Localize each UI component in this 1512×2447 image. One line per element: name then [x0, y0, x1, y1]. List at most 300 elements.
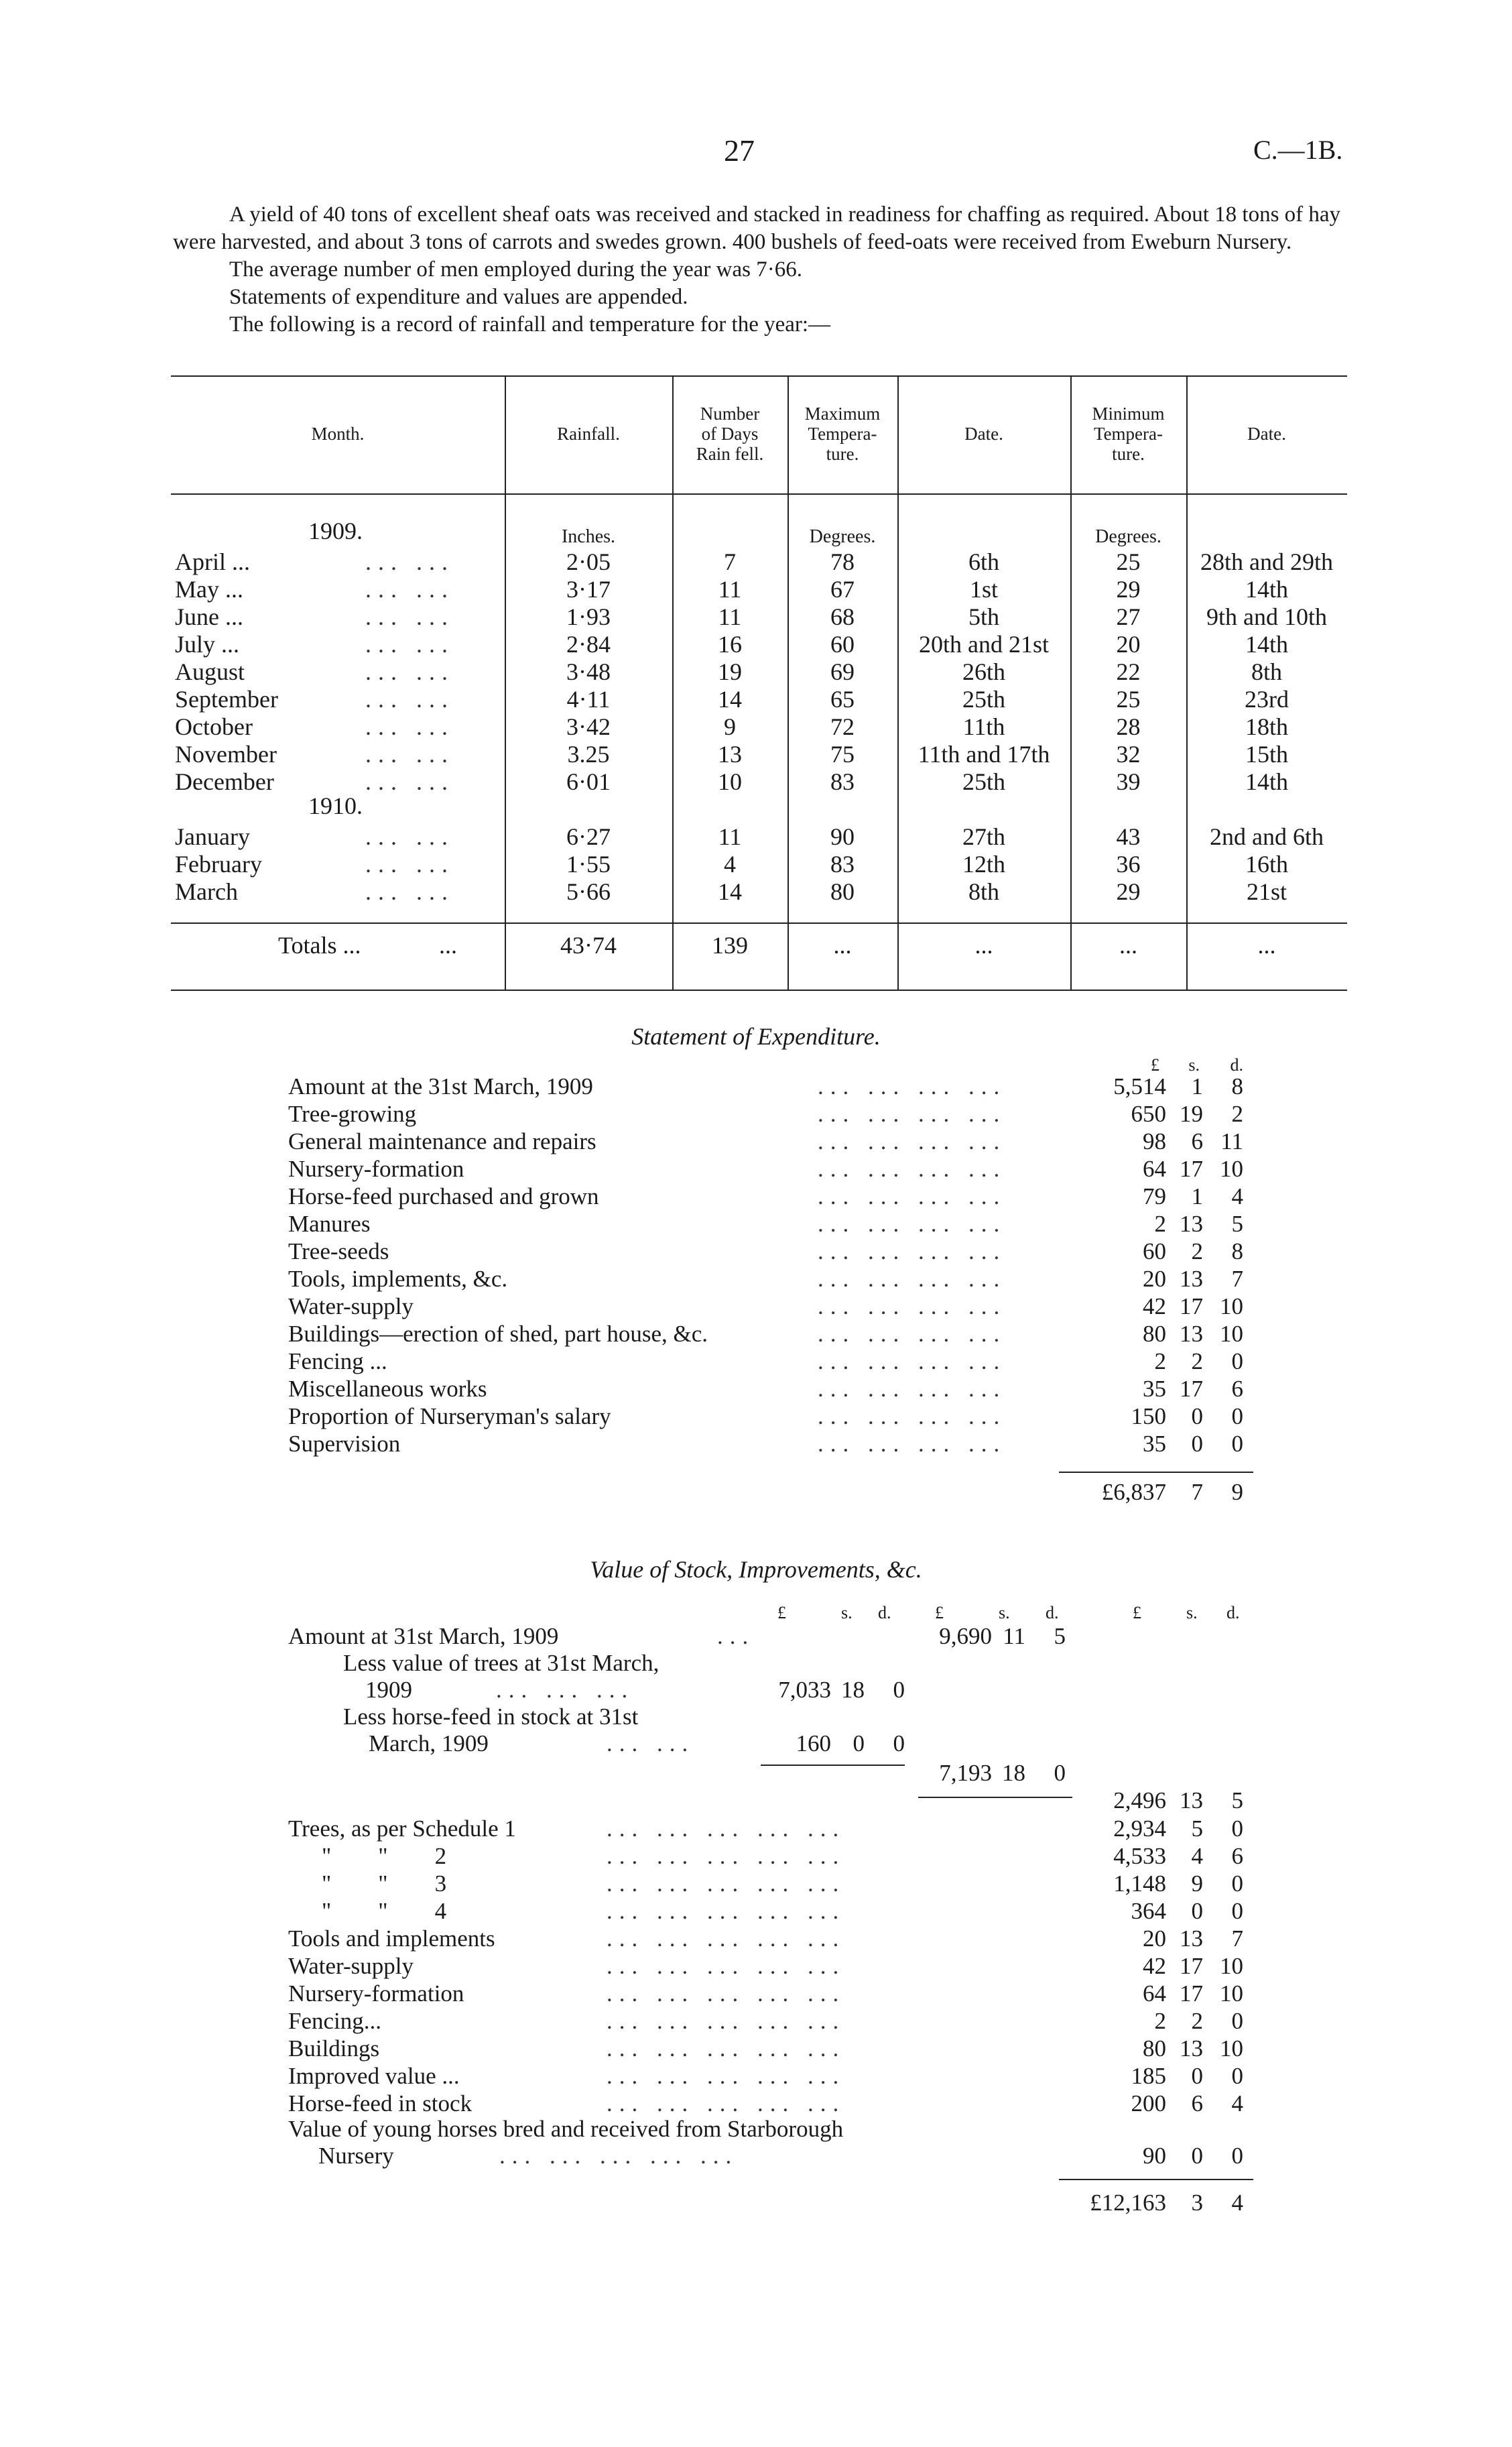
min-temp-cell: 22 [1116, 658, 1141, 685]
month-cell: July ... [175, 631, 240, 658]
expenditure-label: Fencing ... [288, 1348, 387, 1374]
stock-shillings: 2 [1191, 2008, 1203, 2034]
max-temp-cell: 83 [830, 768, 855, 795]
expenditure-pounds: 2 [1154, 1348, 1166, 1374]
stock-pounds: 20 [1143, 1925, 1166, 1952]
stock-pounds: 2,934 [1113, 1815, 1166, 1842]
stock-shillings: 5 [1191, 1815, 1203, 1842]
stock-pounds: 185 [1131, 2063, 1166, 2089]
leader-dots: ... ... [365, 878, 454, 905]
stock-label: Tools and implements [288, 1925, 495, 1952]
leader-dots: ... ... [365, 686, 454, 713]
expenditure-total-pounds: £6,837 [1101, 1479, 1166, 1505]
max-date-cell: 20th and 21st [919, 631, 1049, 658]
stock-total-rule [1059, 2179, 1253, 2180]
expenditure-label: Manures [288, 1211, 371, 1237]
stock-amount-dots: ... [717, 1623, 755, 1649]
less-subtotal-rule [761, 1765, 905, 1766]
stock-pence: 0 [1231, 2063, 1243, 2089]
min-date-cell: 14th [1245, 631, 1288, 658]
min-temp-cell: 25 [1116, 548, 1141, 575]
min-temp-cell: 36 [1116, 851, 1141, 878]
stock-pence: 10 [1220, 1953, 1243, 1979]
expenditure-label: Tree-seeds [288, 1238, 389, 1264]
stock-amount-pounds: 9,690 [939, 1623, 992, 1649]
horses-line2: Nursery [318, 2143, 394, 2169]
max-date-cell: 6th [968, 548, 999, 575]
totals-max: ... [833, 932, 852, 959]
stock-a-pence-header: d. [878, 1603, 891, 1622]
days-cell: 4 [724, 851, 736, 878]
max-date-cell: 5th [968, 603, 999, 630]
totals-rainfall: 43·74 [560, 932, 617, 959]
leader-dots: ... ... ... ... [818, 1376, 1007, 1402]
stock-label: " " 2 [322, 1843, 447, 1869]
stock-label: Horse-feed in stock [288, 2090, 472, 2116]
max-date-cell: 11th and 17th [918, 741, 1050, 768]
stock-pence: 10 [1220, 1980, 1243, 2007]
max-temp-cell: 78 [830, 548, 855, 575]
stock-pence: 4 [1231, 2090, 1243, 2116]
year-label: 1909. [308, 518, 363, 544]
month-cell: January [175, 823, 250, 850]
leader-dots: ... ... [365, 576, 454, 603]
expenditure-pence: 0 [1231, 1348, 1243, 1374]
stock-net-pounds: 2,496 [1113, 1787, 1166, 1813]
min-date-cell: 2nd and 6th [1210, 823, 1324, 850]
totals-label: Totals ... [278, 932, 361, 959]
stock-shillings: 4 [1191, 1843, 1203, 1869]
stock-pounds: 4,533 [1113, 1843, 1166, 1869]
min-temp-cell: 32 [1116, 741, 1141, 768]
month-cell: April ... [175, 548, 250, 575]
max-temp-cell: 75 [830, 741, 855, 768]
max-date-cell: 8th [968, 878, 999, 905]
stock-pence: 10 [1220, 2035, 1243, 2062]
expenditure-label: Buildings—erection of shed, part house, &c. [288, 1321, 708, 1347]
stock-label: " " 3 [322, 1870, 447, 1897]
stock-b-shillings-header: s. [999, 1603, 1010, 1622]
stock-shillings: 6 [1191, 2090, 1203, 2116]
max-date-cell: 26th [962, 658, 1005, 685]
expenditure-shillings: 1 [1191, 1183, 1203, 1209]
horses-pence: 0 [1231, 2143, 1243, 2169]
intro-paragraph-2: The average number of men employed during the year was 7·66. [229, 257, 802, 282]
leader-dots: ... ... ... ... ... [607, 1870, 846, 1897]
expenditure-shillings: 13 [1180, 1266, 1203, 1292]
leader-dots: ... ... ... ... ... [607, 2008, 846, 2034]
expenditure-label: Horse-feed purchased and grown [288, 1183, 599, 1209]
expenditure-label: Tree-growing [288, 1101, 417, 1127]
stock-amount-pence: 5 [1054, 1623, 1066, 1649]
days-cell: 16 [718, 631, 742, 658]
stock-pence: 0 [1231, 2008, 1243, 2034]
leader-dots: ... ... ... ... ... [607, 2063, 846, 2089]
expenditure-label: General maintenance and repairs [288, 1128, 596, 1154]
intro-text [173, 201, 1366, 339]
rainfall-cell: 4·11 [566, 686, 611, 713]
less-feed-line1: Less horse-feed in stock at 31st [343, 1704, 639, 1730]
max-temp-cell: 83 [830, 851, 855, 878]
min-temp-cell: 25 [1116, 686, 1141, 713]
rainfall-cell: 3·42 [566, 713, 611, 740]
min-date-cell: 15th [1245, 741, 1288, 768]
header-min-date: Date. [1247, 424, 1286, 444]
expenditure-shillings-header: s. [1188, 1055, 1200, 1075]
stock-shillings: 9 [1191, 1870, 1203, 1897]
expenditure-label: Supervision [288, 1431, 401, 1457]
less-trees-line1: Less value of trees at 31st March, [343, 1650, 659, 1676]
stock-b-pence-header: d. [1046, 1603, 1059, 1622]
stock-net-pence: 5 [1231, 1787, 1243, 1813]
max-date-cell: 11th [962, 713, 1005, 740]
max-temp-cell: 60 [830, 631, 855, 658]
header-rainfall: Rainfall. [557, 424, 620, 444]
expenditure-label: Amount at the 31st March, 1909 [288, 1073, 593, 1099]
stock-total-shillings: 3 [1191, 2190, 1203, 2216]
expenditure-shillings: 17 [1180, 1376, 1203, 1402]
horses-shillings: 0 [1191, 2143, 1203, 2169]
totals-days: 139 [712, 932, 748, 959]
max-date-cell: 25th [962, 768, 1005, 795]
less-trees-line2: 1909 [365, 1677, 412, 1703]
days-cell: 19 [718, 658, 742, 685]
month-cell: October [175, 713, 253, 740]
leader-dots: ... ... ... ... ... [607, 2035, 846, 2062]
leader-dots: ... ... ... ... [818, 1431, 1007, 1457]
totals-dots: ... [439, 932, 457, 959]
max-temp-cell: 72 [830, 713, 855, 740]
stock-shillings: 0 [1191, 2063, 1203, 2089]
min-date-cell: 28th and 29th [1200, 548, 1333, 575]
leader-dots: ... ... ... ... ... [607, 1815, 846, 1842]
days-cell: 7 [724, 548, 736, 575]
leader-dots: ... ... ... ... [818, 1348, 1007, 1374]
stock-pounds: 364 [1131, 1898, 1166, 1924]
min-temp-cell: 20 [1116, 631, 1141, 658]
expenditure-shillings: 19 [1180, 1101, 1203, 1127]
expenditure-pounds: 98 [1143, 1128, 1166, 1154]
stock-pence: 0 [1231, 1870, 1243, 1897]
expenditure-shillings: 0 [1191, 1431, 1203, 1457]
stock-shillings: 0 [1191, 1898, 1203, 1924]
stock-label: Water-supply [288, 1953, 414, 1979]
stock-label: Fencing... [288, 2008, 382, 2034]
stock-total-pence: 4 [1231, 2190, 1243, 2216]
stock-label: Improved value ... [288, 2063, 460, 2089]
leader-dots: ... ... [365, 713, 454, 740]
stock-amount-label: Amount at 31st March, 1909 [288, 1623, 559, 1649]
leader-dots: ... ... [365, 768, 454, 795]
intro-paragraph-4: The following is a record of rainfall and temperature for the year:— [229, 312, 831, 337]
leader-dots: ... ... ... ... [818, 1101, 1007, 1127]
max-date-cell: 25th [962, 686, 1005, 713]
stock-shillings: 13 [1180, 1925, 1203, 1952]
stock-net-shillings: 13 [1180, 1787, 1203, 1813]
expenditure-pounds: 60 [1143, 1238, 1166, 1264]
expenditure-pence: 8 [1231, 1073, 1243, 1099]
min-date-cell: 18th [1245, 713, 1288, 740]
min-date-cell: 16th [1245, 851, 1288, 878]
header-max-temp: Maximum Tempera- ture. [804, 404, 881, 464]
month-cell: May ... [175, 576, 243, 603]
leader-dots: ... ... ... ... [818, 1128, 1007, 1154]
expenditure-total-shillings: 7 [1191, 1479, 1203, 1505]
leader-dots: ... ... [365, 548, 454, 575]
max-temp-cell: 69 [830, 658, 855, 685]
leader-dots: ... ... ... ... [818, 1183, 1007, 1209]
page-number: 27 [724, 133, 755, 168]
net-rule [918, 1797, 1072, 1798]
max-temp-cell: 65 [830, 686, 855, 713]
stock-pounds: 1,148 [1113, 1870, 1166, 1897]
unit-degrees-max: Degrees. [809, 526, 876, 547]
stock-label: Buildings [288, 2035, 380, 2062]
expenditure-pence: 11 [1220, 1128, 1243, 1154]
header-days: Number of Days Rain fell. [696, 404, 764, 464]
leader-dots: ... ... ... ... ... [607, 1898, 846, 1924]
expenditure-pence-header: d. [1230, 1055, 1243, 1075]
expenditure-label: Proportion of Nurseryman's salary [288, 1403, 611, 1429]
max-temp-cell: 80 [830, 878, 855, 905]
stock-total-pounds: £12,163 [1090, 2190, 1166, 2216]
stock-shillings: 17 [1180, 1953, 1203, 1979]
leader-dots: ... ... ... ... [818, 1073, 1007, 1099]
document-reference: C.—1B. [1253, 135, 1343, 165]
month-cell: September [175, 686, 278, 713]
days-cell: 11 [718, 603, 742, 630]
stock-pounds: 2 [1154, 2008, 1166, 2034]
leader-dots: ... ... ... ... [818, 1211, 1007, 1237]
min-date-cell: 9th and 10th [1206, 603, 1327, 630]
expenditure-shillings: 17 [1180, 1293, 1203, 1319]
leader-dots: ... ... [365, 658, 454, 685]
min-temp-cell: 27 [1116, 603, 1141, 630]
stock-b-pounds-header: £ [935, 1603, 944, 1622]
expenditure-shillings: 13 [1180, 1321, 1203, 1347]
max-date-cell: 12th [962, 851, 1005, 878]
totals-min: ... [1119, 932, 1137, 959]
expenditure-shillings: 6 [1191, 1128, 1203, 1154]
days-cell: 14 [718, 686, 742, 713]
expenditure-pence: 8 [1231, 1238, 1243, 1264]
rainfall-cell: 3.25 [567, 741, 610, 768]
leader-dots: ... ... ... ... [818, 1156, 1007, 1182]
leader-dots: ... ... [365, 851, 454, 878]
min-temp-cell: 29 [1116, 878, 1141, 905]
stock-c-pounds-header: £ [1133, 1603, 1141, 1622]
expenditure-pounds: 35 [1143, 1431, 1166, 1457]
stock-pounds: 64 [1143, 1980, 1166, 2007]
stock-pounds: 80 [1143, 2035, 1166, 2062]
max-temp-cell: 68 [830, 603, 855, 630]
leader-dots: ... ... ... ... ... [607, 2090, 846, 2116]
expenditure-pence: 7 [1231, 1266, 1243, 1292]
unit-inches: Inches. [561, 526, 616, 547]
leader-dots: ... ... ... ... [818, 1403, 1007, 1429]
stock-pence: 6 [1231, 1843, 1243, 1869]
expenditure-total-pence: 9 [1231, 1479, 1243, 1505]
stock-pence: 0 [1231, 1898, 1243, 1924]
expenditure-total-rule [1059, 1472, 1253, 1473]
max-temp-cell: 67 [830, 576, 855, 603]
rainfall-cell: 3·48 [566, 658, 611, 685]
header-min-temp: Minimum Tempera- ture. [1092, 404, 1165, 464]
expenditure-label: Miscellaneous works [288, 1376, 487, 1402]
header-max-date: Date. [964, 424, 1003, 444]
expenditure-shillings: 2 [1191, 1348, 1203, 1374]
leader-dots: ... ... ... ... [818, 1293, 1007, 1319]
leader-dots: ... ... [365, 823, 454, 850]
less-trees-dots: ... ... ... [496, 1677, 635, 1703]
horses-dots: ... ... ... ... ... [499, 2143, 739, 2169]
less-feed-pence: 0 [893, 1730, 905, 1756]
max-date-cell: 1st [969, 576, 998, 603]
expenditure-pounds: 2 [1154, 1211, 1166, 1237]
totals-max-date: ... [974, 932, 993, 959]
less-total-pence: 0 [1054, 1760, 1066, 1786]
month-cell: February [175, 851, 262, 878]
min-date-cell: 23rd [1245, 686, 1289, 713]
intro-paragraph-3: Statements of expenditure and values are appended. [229, 285, 688, 309]
less-feed-dots: ... ... [607, 1730, 695, 1756]
stock-a-pounds-header: £ [777, 1603, 786, 1622]
expenditure-pounds: 79 [1143, 1183, 1166, 1209]
less-total-shillings: 18 [1002, 1760, 1025, 1786]
expenditure-label: Water-supply [288, 1293, 414, 1319]
leader-dots: ... ... ... ... ... [607, 1843, 846, 1869]
max-temp-cell: 90 [830, 823, 855, 850]
stock-amount-shillings: 11 [1003, 1623, 1025, 1649]
expenditure-pence: 4 [1231, 1183, 1243, 1209]
expenditure-pounds: 35 [1143, 1376, 1166, 1402]
expenditure-shillings: 1 [1191, 1073, 1203, 1099]
expenditure-pounds: 80 [1143, 1321, 1166, 1347]
leader-dots: ... ... [365, 741, 454, 768]
expenditure-pence: 5 [1231, 1211, 1243, 1237]
rainfall-cell: 6·27 [566, 823, 611, 850]
rainfall-cell: 6·01 [566, 768, 611, 795]
min-temp-cell: 39 [1116, 768, 1141, 795]
stock-c-pence-header: d. [1226, 1603, 1240, 1622]
min-date-cell: 8th [1251, 658, 1282, 685]
days-cell: 14 [718, 878, 742, 905]
less-feed-line2: March, 1909 [369, 1730, 489, 1756]
expenditure-pence: 10 [1220, 1293, 1243, 1319]
less-trees-shillings: 18 [841, 1677, 865, 1703]
stock-label: Nursery-formation [288, 1980, 464, 2007]
expenditure-pounds: 20 [1143, 1266, 1166, 1292]
expenditure-pence: 10 [1220, 1321, 1243, 1347]
rainfall-table [171, 375, 1347, 991]
stock-pounds: 200 [1131, 2090, 1166, 2116]
days-cell: 9 [724, 713, 736, 740]
days-cell: 13 [718, 741, 742, 768]
stock-shillings: 17 [1180, 1980, 1203, 2007]
expenditure-pounds: 5,514 [1113, 1073, 1166, 1099]
stock-label: " " 4 [322, 1898, 447, 1924]
expenditure-pounds-header: £ [1151, 1055, 1159, 1075]
expenditure-label: Nursery-formation [288, 1156, 464, 1182]
less-trees-pounds: 7,033 [778, 1677, 831, 1703]
min-temp-cell: 43 [1116, 823, 1141, 850]
leader-dots: ... ... ... ... ... [607, 1980, 846, 2007]
min-date-cell: 14th [1245, 768, 1288, 795]
year-label: 1910. [308, 792, 363, 819]
expenditure-pounds: 150 [1131, 1403, 1166, 1429]
stock-pence: 0 [1231, 1815, 1243, 1842]
leader-dots: ... ... [365, 603, 454, 630]
stock-pence: 7 [1231, 1925, 1243, 1952]
min-temp-cell: 29 [1116, 576, 1141, 603]
min-date-cell: 14th [1245, 576, 1288, 603]
expenditure-shillings: 2 [1191, 1238, 1203, 1264]
expenditure-shillings: 13 [1180, 1211, 1203, 1237]
stock-title: Value of Stock, Improvements, &c. [590, 1556, 922, 1583]
month-cell: June ... [175, 603, 243, 630]
horses-line1: Value of young horses bred and received from Starborough [288, 2116, 844, 2142]
rainfall-cell: 1·93 [566, 603, 611, 630]
expenditure-pence: 0 [1231, 1431, 1243, 1457]
stock-label: Trees, as per Schedule 1 [288, 1815, 516, 1842]
leader-dots: ... ... ... ... ... [607, 1953, 846, 1979]
rainfall-cell: 2·05 [566, 548, 611, 575]
rainfall-cell: 1·55 [566, 851, 611, 878]
less-trees-pence: 0 [893, 1677, 905, 1703]
expenditure-pounds: 42 [1143, 1293, 1166, 1319]
expenditure-pounds: 650 [1131, 1101, 1166, 1127]
days-cell: 11 [718, 823, 742, 850]
header-month: Month. [311, 424, 365, 444]
expenditure-label: Tools, implements, &c. [288, 1266, 508, 1292]
stock-c-shillings-header: s. [1186, 1603, 1198, 1622]
expenditure-pence: 0 [1231, 1403, 1243, 1429]
expenditure-pence: 10 [1220, 1156, 1243, 1182]
month-cell: August [175, 658, 245, 685]
expenditure-pence: 2 [1231, 1101, 1243, 1127]
unit-degrees-min: Degrees. [1095, 526, 1161, 547]
leader-dots: ... ... ... ... [818, 1321, 1007, 1347]
leader-dots: ... ... ... ... [818, 1266, 1007, 1292]
horses-pounds: 90 [1143, 2143, 1166, 2169]
rainfall-cell: 2·84 [566, 631, 611, 658]
leader-dots: ... ... ... ... [818, 1238, 1007, 1264]
min-temp-cell: 28 [1116, 713, 1141, 740]
expenditure-pence: 6 [1231, 1376, 1243, 1402]
min-date-cell: 21st [1246, 878, 1287, 905]
leader-dots: ... ... [365, 631, 454, 658]
days-cell: 10 [718, 768, 742, 795]
rainfall-cell: 3·17 [566, 576, 611, 603]
days-cell: 11 [718, 576, 742, 603]
intro-paragraph-1: A yield of 40 tons of excellent sheaf oats was received and stacked in readiness for chaffing as required. About 18 tons of hay were harvested, and about 3 tons of carrots and swedes grown. 400 bushels of feed-oats were received from Eweburn Nursery. [173, 202, 1341, 254]
expenditure-shillings: 17 [1180, 1156, 1203, 1182]
expenditure-title: Statement of Expenditure. [631, 1023, 881, 1050]
totals-min-date: ... [1257, 932, 1276, 959]
month-cell: March [175, 878, 238, 905]
expenditure-pounds: 64 [1143, 1156, 1166, 1182]
less-total-pounds: 7,193 [939, 1760, 992, 1786]
max-date-cell: 27th [962, 823, 1005, 850]
stock-shillings: 13 [1180, 2035, 1203, 2062]
less-feed-pounds: 160 [796, 1730, 831, 1756]
stock-a-shillings-header: s. [841, 1603, 853, 1622]
expenditure-shillings: 0 [1191, 1403, 1203, 1429]
less-feed-shillings: 0 [853, 1730, 865, 1756]
stock-pounds: 42 [1143, 1953, 1166, 1979]
month-cell: November [175, 741, 277, 768]
leader-dots: ... ... ... ... ... [607, 1925, 846, 1952]
